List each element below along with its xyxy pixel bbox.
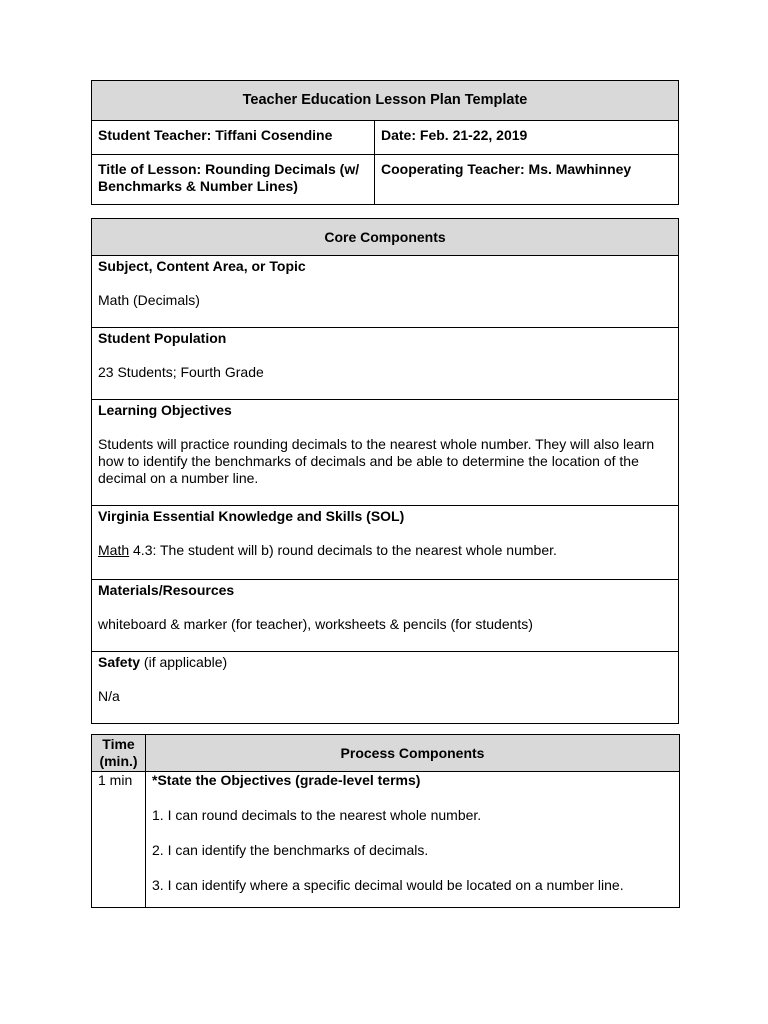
safety-value: N/a — [98, 688, 120, 704]
safety-section — [92, 652, 679, 724]
student-teacher: Student Teacher: Tiffani Cosendine — [92, 121, 375, 155]
core-components-heading: Core Components — [92, 219, 679, 256]
lesson-header-table — [91, 80, 679, 205]
objective-item-3: 3. I can identify where a specific decimal would be located on a number line. — [152, 877, 624, 893]
materials-section — [92, 580, 679, 652]
safety-label-line — [98, 654, 672, 671]
time-heading: Time (min.) — [92, 735, 146, 772]
process-row — [92, 772, 680, 908]
sol-subject: Math — [98, 542, 130, 558]
sol-value-line — [98, 542, 672, 559]
process-row-content — [146, 772, 680, 908]
materials-label: Materials/Resources — [98, 582, 235, 598]
population-label: Student Population — [98, 330, 227, 346]
process-row-title: *State the Objectives (grade-level terms) — [152, 772, 421, 788]
document-title: Teacher Education Lesson Plan Template — [92, 81, 679, 121]
process-components-heading: Process Components — [146, 735, 680, 772]
lesson-date: Date: Feb. 21-22, 2019 — [375, 121, 679, 155]
objectives-value: Students will practice rounding decimals to the nearest whole number. They will also learn how to identify the benchmarks of decimals and be able to determine the location of the decimal on a number line. — [98, 436, 655, 486]
population-value: 23 Students; Fourth Grade — [98, 364, 264, 380]
process-components-table — [91, 734, 680, 908]
sol-section — [92, 506, 679, 580]
population-section — [92, 328, 679, 400]
objectives-section — [92, 400, 679, 506]
sol-value: 4.3: The student will b) round decimals to the nearest whole number. — [129, 542, 557, 558]
sol-label: Virginia Essential Knowledge and Skills (SOL) — [98, 508, 405, 524]
safety-label: Safety — [98, 654, 141, 670]
core-components-table — [91, 218, 679, 724]
materials-value: whiteboard & marker (for teacher), worksheets & pencils (for students) — [98, 616, 533, 632]
subject-label: Subject, Content Area, or Topic — [98, 258, 306, 274]
subject-section — [92, 256, 679, 328]
objective-item-2: 2. I can identify the benchmarks of decimals. — [152, 842, 429, 858]
lesson-title: Title of Lesson: Rounding Decimals (w/ Benchmarks & Number Lines) — [92, 155, 375, 205]
subject-value: Math (Decimals) — [98, 292, 200, 308]
cooperating-teacher: Cooperating Teacher: Ms. Mawhinney — [375, 155, 679, 205]
process-row-time: 1 min — [92, 772, 146, 908]
objective-item-1: 1. I can round decimals to the nearest whole number. — [152, 807, 482, 823]
safety-note: (if applicable) — [140, 654, 228, 670]
objectives-label: Learning Objectives — [98, 402, 232, 418]
